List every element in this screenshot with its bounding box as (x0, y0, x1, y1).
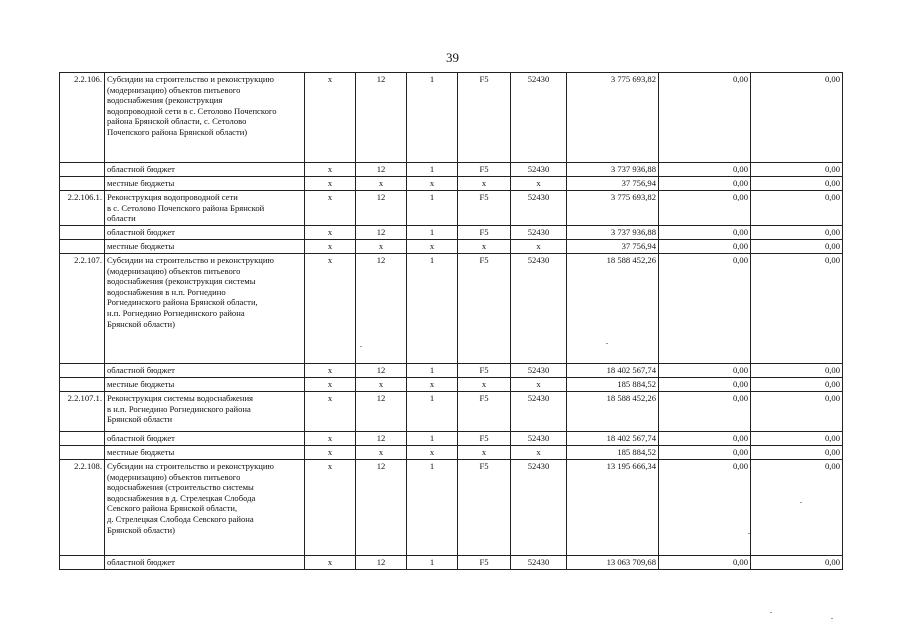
amount-year-2: 0,00 (659, 73, 751, 163)
row-name: местные бюджеты (105, 177, 305, 191)
table-row (60, 364, 843, 378)
col-code-2: 12 (356, 432, 407, 446)
amount-year-2: 0,00 (659, 556, 751, 570)
col-code-3: х (407, 378, 458, 392)
col-code-5: х (511, 378, 567, 392)
col-code-3: х (407, 240, 458, 254)
amount-year-3: 0,00 (751, 378, 843, 392)
amount-year-1: 3 775 693,82 (567, 191, 659, 226)
col-code-5: 52430 (511, 460, 567, 556)
col-code-5: х (511, 240, 567, 254)
col-code-3: 1 (407, 556, 458, 570)
amount-year-3: 0,00 (751, 392, 843, 432)
budget-table (59, 72, 843, 570)
row-code: 2.2.107.1. (60, 392, 105, 432)
amount-year-2: 0,00 (659, 226, 751, 240)
col-code-4: F5 (458, 226, 511, 240)
amount-year-2: 0,00 (659, 177, 751, 191)
col-code-4: F5 (458, 460, 511, 556)
row-code (60, 432, 105, 446)
row-code: 2.2.106.1. (60, 191, 105, 226)
col-code-2: х (356, 240, 407, 254)
page-number: 39 (446, 50, 459, 65)
col-code-4: х (458, 446, 511, 460)
col-code-2: 12 (356, 226, 407, 240)
amount-year-3: 0,00 (751, 226, 843, 240)
col-code-3: 1 (407, 191, 458, 226)
table-row (60, 446, 843, 460)
col-code-1: х (305, 73, 356, 163)
col-code-3: 1 (407, 226, 458, 240)
col-code-4: F5 (458, 556, 511, 570)
col-code-1: х (305, 240, 356, 254)
table-row (60, 254, 843, 364)
row-name: Субсидии на строительство и реконструкцию (модернизацию) объектов питьевого водоснабжения (реконструкция системы водоснабжения в н.п. Рогнедино Рогнединского района Брянской области, н.п. Рогнедино Рогнединского района Брянской области) (105, 254, 305, 364)
col-code-1: х (305, 364, 356, 378)
col-code-3: 1 (407, 364, 458, 378)
col-code-3: 1 (407, 163, 458, 177)
amount-year-1: 13 195 666,34 (567, 460, 659, 556)
col-code-4: F5 (458, 254, 511, 364)
table-row (60, 177, 843, 191)
col-code-3: х (407, 177, 458, 191)
col-code-5: 52430 (511, 226, 567, 240)
amount-year-2: 0,00 (659, 254, 751, 364)
table-row (60, 163, 843, 177)
table-row (60, 378, 843, 392)
amount-year-1: 185 884,52 (567, 446, 659, 460)
amount-year-1: 18 402 567,74 (567, 364, 659, 378)
amount-year-3: 0,00 (751, 446, 843, 460)
col-code-3: 1 (407, 460, 458, 556)
row-code (60, 378, 105, 392)
amount-year-1: 3 737 936,88 (567, 163, 659, 177)
col-code-1: х (305, 191, 356, 226)
col-code-5: 52430 (511, 254, 567, 364)
row-name: областной бюджет (105, 226, 305, 240)
row-name: Субсидии на строительство и реконструкцию (модернизацию) объектов питьевого водоснабжения (строительство системы водоснабжения в д. Стрелецкая Слобода Севского района Брянской области, д. Стрелецкая Слобода Севского района Брянской области) (105, 460, 305, 556)
col-code-1: х (305, 556, 356, 570)
col-code-2: х (356, 378, 407, 392)
col-code-4: F5 (458, 163, 511, 177)
row-name: Реконструкция системы водоснабжения в н.п. Рогнедино Рогнединского района Брянской области (105, 392, 305, 432)
amount-year-2: 0,00 (659, 392, 751, 432)
col-code-4: х (458, 177, 511, 191)
row-code (60, 446, 105, 460)
amount-year-3: 0,00 (751, 460, 843, 556)
col-code-2: 12 (356, 460, 407, 556)
row-name: областной бюджет (105, 163, 305, 177)
amount-year-1: 37 756,94 (567, 240, 659, 254)
amount-year-1: 37 756,94 (567, 177, 659, 191)
row-name: областной бюджет (105, 364, 305, 378)
col-code-4: х (458, 378, 511, 392)
col-code-4: F5 (458, 364, 511, 378)
col-code-2: 12 (356, 73, 407, 163)
table-row (60, 556, 843, 570)
amount-year-2: 0,00 (659, 240, 751, 254)
col-code-5: 52430 (511, 163, 567, 177)
row-code (60, 240, 105, 254)
col-code-5: 52430 (511, 364, 567, 378)
table-row (60, 392, 843, 432)
col-code-4: х (458, 240, 511, 254)
amount-year-1: 3 775 693,82 (567, 73, 659, 163)
amount-year-3: 0,00 (751, 240, 843, 254)
col-code-5: 52430 (511, 191, 567, 226)
col-code-2: 12 (356, 191, 407, 226)
amount-year-3: 0,00 (751, 254, 843, 364)
amount-year-3: 0,00 (751, 73, 843, 163)
col-code-4: F5 (458, 432, 511, 446)
col-code-4: F5 (458, 191, 511, 226)
col-code-3: 1 (407, 254, 458, 364)
col-code-1: х (305, 226, 356, 240)
table-row (60, 226, 843, 240)
row-name: Реконструкция водопроводной сети в с. Сетолово Почепского района Брянской области (105, 191, 305, 226)
amount-year-3: 0,00 (751, 364, 843, 378)
col-code-1: х (305, 460, 356, 556)
col-code-1: х (305, 254, 356, 364)
row-name: областной бюджет (105, 556, 305, 570)
row-code: 2.2.106. (60, 73, 105, 163)
row-code (60, 226, 105, 240)
col-code-1: х (305, 177, 356, 191)
col-code-1: х (305, 446, 356, 460)
amount-year-3: 0,00 (751, 177, 843, 191)
col-code-2: х (356, 177, 407, 191)
col-code-2: х (356, 446, 407, 460)
col-code-2: 12 (356, 556, 407, 570)
row-name: областной бюджет (105, 432, 305, 446)
amount-year-3: 0,00 (751, 191, 843, 226)
amount-year-3: 0,00 (751, 556, 843, 570)
col-code-3: х (407, 446, 458, 460)
col-code-1: х (305, 392, 356, 432)
row-code (60, 556, 105, 570)
col-code-3: 1 (407, 73, 458, 163)
col-code-1: х (305, 163, 356, 177)
col-code-5: 52430 (511, 73, 567, 163)
col-code-4: F5 (458, 392, 511, 432)
row-code (60, 177, 105, 191)
amount-year-2: 0,00 (659, 378, 751, 392)
amount-year-2: 0,00 (659, 460, 751, 556)
col-code-1: х (305, 378, 356, 392)
amount-year-1: 18 588 452,26 (567, 254, 659, 364)
row-name: местные бюджеты (105, 446, 305, 460)
col-code-5: 52430 (511, 432, 567, 446)
amount-year-1: 18 588 452,26 (567, 392, 659, 432)
table-row (60, 240, 843, 254)
row-code: 2.2.108. (60, 460, 105, 556)
col-code-5: х (511, 446, 567, 460)
col-code-3: 1 (407, 392, 458, 432)
amount-year-3: 0,00 (751, 432, 843, 446)
col-code-5: 52430 (511, 392, 567, 432)
row-code (60, 163, 105, 177)
table-row (60, 460, 843, 556)
amount-year-2: 0,00 (659, 432, 751, 446)
col-code-2: 12 (356, 392, 407, 432)
col-code-1: х (305, 432, 356, 446)
table-row (60, 191, 843, 226)
amount-year-3: 0,00 (751, 163, 843, 177)
amount-year-1: 185 884,52 (567, 378, 659, 392)
col-code-3: 1 (407, 432, 458, 446)
row-name: местные бюджеты (105, 378, 305, 392)
col-code-5: х (511, 177, 567, 191)
row-code: 2.2.107. (60, 254, 105, 364)
amount-year-2: 0,00 (659, 163, 751, 177)
col-code-2: 12 (356, 254, 407, 364)
row-name: местные бюджеты (105, 240, 305, 254)
col-code-5: 52430 (511, 556, 567, 570)
amount-year-2: 0,00 (659, 191, 751, 226)
col-code-2: 12 (356, 163, 407, 177)
amount-year-2: 0,00 (659, 446, 751, 460)
row-code (60, 364, 105, 378)
amount-year-2: 0,00 (659, 364, 751, 378)
col-code-2: 12 (356, 364, 407, 378)
amount-year-1: 18 402 567,74 (567, 432, 659, 446)
amount-year-1: 13 063 709,68 (567, 556, 659, 570)
table-row (60, 73, 843, 163)
row-name: Субсидии на строительство и реконструкцию (модернизацию) объектов питьевого водоснабжения (реконструкция водопроводной сети в с. Сетолово Почепского района Брянской области, с. Сетолово Почепского района Брянской области) (105, 73, 305, 163)
table-row (60, 432, 843, 446)
amount-year-1: 3 737 936,88 (567, 226, 659, 240)
table-body (60, 73, 843, 570)
col-code-4: F5 (458, 73, 511, 163)
